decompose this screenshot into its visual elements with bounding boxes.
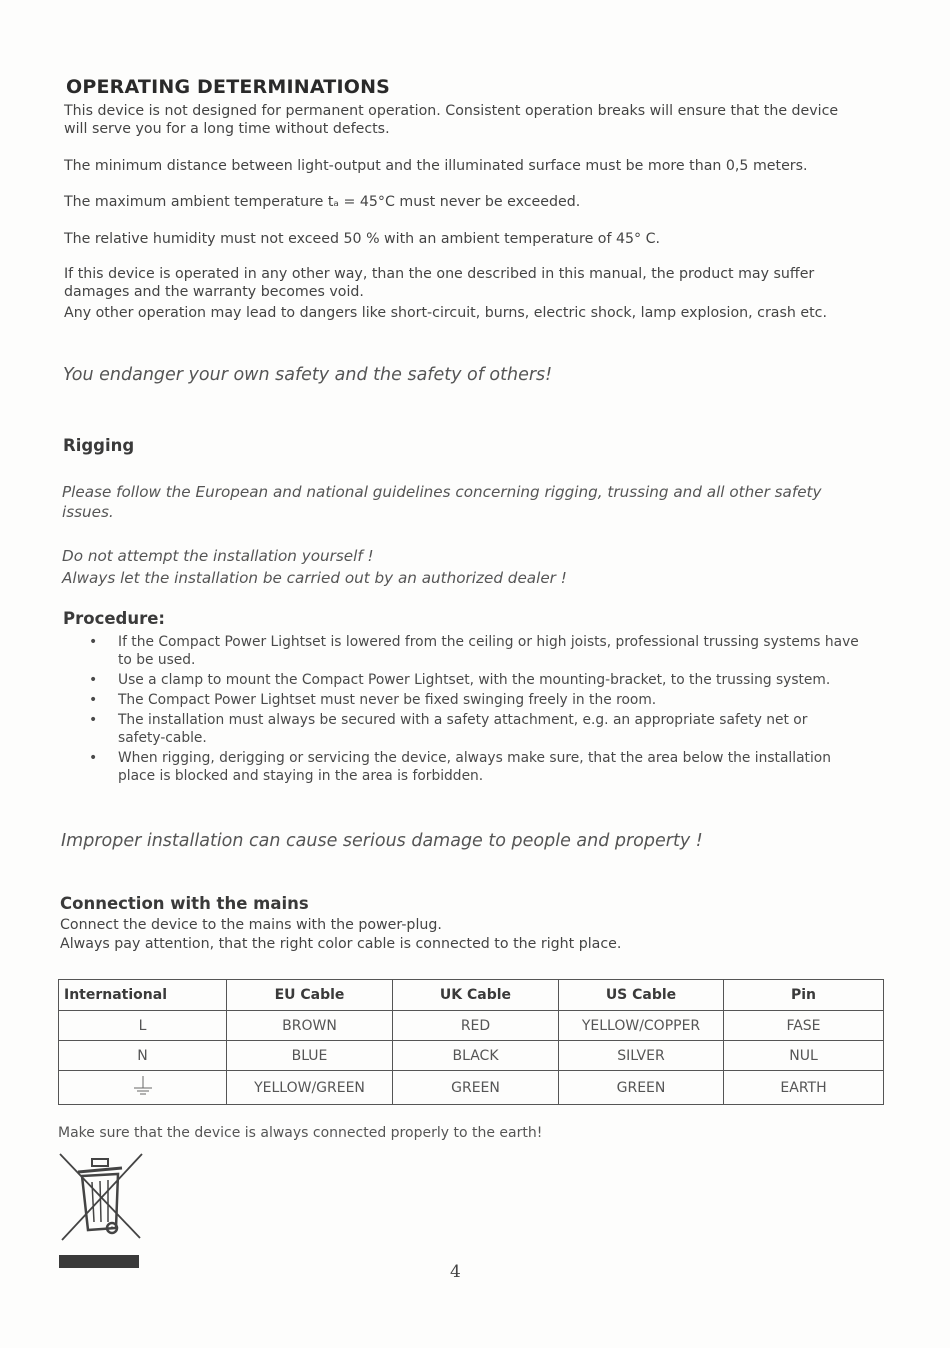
list-item <box>89 691 859 709</box>
list-item-text: If the Compact Power Lightset is lowered from the ceiling or high joists, professional trussing systems have to be used. <box>118 634 859 668</box>
column-header-international: International <box>59 980 227 1011</box>
table-cell: EARTH <box>724 1071 884 1105</box>
table-cell: N <box>59 1041 227 1071</box>
column-header-us-cable: US Cable <box>559 980 724 1011</box>
operating-heading: OPERATING DETERMINATIONS <box>66 76 391 98</box>
table-cell: RED <box>393 1011 559 1041</box>
rigging-heading: Rigging <box>63 436 135 455</box>
earth-note: Make sure that the device is always connected properly to the earth! <box>58 1125 543 1141</box>
procedure-warning: Improper installation can cause serious damage to people and property ! <box>61 831 703 851</box>
table-header-row <box>59 980 884 1011</box>
rigging-paragraph-2b: Always let the installation be carried out by an authorized dealer ! <box>62 569 567 587</box>
table-cell: SILVER <box>559 1041 724 1071</box>
table-row <box>59 1071 884 1105</box>
table-row <box>59 1041 884 1071</box>
table-cell: GREEN <box>393 1071 559 1105</box>
operating-paragraph-2: The minimum distance between light-output and the illuminated surface must be more than 0,5 meters. <box>64 158 808 174</box>
crossed-out-wheelie-bin-icon <box>56 1150 146 1246</box>
mains-cable-table <box>58 979 884 1105</box>
procedure-heading: Procedure: <box>63 609 166 628</box>
mains-heading: Connection with the mains <box>60 894 309 913</box>
procedure-list <box>89 633 859 787</box>
operating-paragraph-3: The maximum ambient temperature tₐ = 45°C must never be exceeded. <box>64 194 581 210</box>
earth-ground-icon <box>131 1075 155 1097</box>
table-cell: FASE <box>724 1011 884 1041</box>
operating-paragraph-4: The relative humidity must not exceed 50 % with an ambient temperature of 45° C. <box>64 231 661 247</box>
list-item <box>89 749 859 785</box>
mains-paragraph-2: Always pay attention, that the right color cable is connected to the right place. <box>60 936 622 952</box>
table-cell: BLACK <box>393 1041 559 1071</box>
table-cell: L <box>59 1011 227 1041</box>
list-item <box>89 633 859 669</box>
table-cell <box>59 1071 227 1105</box>
table-cell: BROWN <box>227 1011 393 1041</box>
mains-paragraph-1: Connect the device to the mains with the power-plug. <box>60 917 442 933</box>
table-cell: BLUE <box>227 1041 393 1071</box>
operating-paragraph-5b: Any other operation may lead to dangers like short-circuit, burns, electric shock, lamp explosion, crash etc. <box>64 305 827 321</box>
list-item-text: Use a clamp to mount the Compact Power Lightset, with the mounting-bracket, to the trussing system. <box>118 672 831 688</box>
bullet: • <box>89 634 98 650</box>
list-item-text: The Compact Power Lightset must never be fixed swinging freely in the room. <box>118 692 657 708</box>
list-item-text: When rigging, derigging or servicing the device, always make sure, that the area below the installation place is blocked and staying in the area is forbidden. <box>118 750 831 784</box>
table-cell: NUL <box>724 1041 884 1071</box>
operating-paragraph-5a: If this device is operated in any other way, than the one described in this manual, the product may suffer damages and the warranty becomes void. <box>64 266 815 300</box>
operating-warning: You endanger your own safety and the safety of others! <box>63 365 553 385</box>
bullet: • <box>89 672 98 688</box>
table-cell: YELLOW/COPPER <box>559 1011 724 1041</box>
list-item <box>89 671 859 689</box>
table-cell: GREEN <box>559 1071 724 1105</box>
bullet: • <box>89 750 98 766</box>
table-row <box>59 1011 884 1041</box>
list-item-text: The installation must always be secured with a safety attachment, e.g. an appropriate safety net or safety-cable. <box>118 712 808 746</box>
operating-paragraph-1: This device is not designed for permanent operation. Consistent operation breaks will ensure that the device will serve you for a long time without defects. <box>64 103 839 137</box>
rigging-paragraph-2a: Do not attempt the installation yourself ! <box>62 547 374 565</box>
rigging-paragraph-1: Please follow the European and national guidelines concerning rigging, trussing and all other safety issues. <box>62 483 822 521</box>
weee-bar <box>59 1255 139 1268</box>
column-header-uk-cable: UK Cable <box>393 980 559 1011</box>
column-header-pin: Pin <box>724 980 884 1011</box>
bullet: • <box>89 692 98 708</box>
page-number: 4 <box>450 1262 461 1282</box>
column-header-eu-cable: EU Cable <box>227 980 393 1011</box>
list-item <box>89 711 859 747</box>
table-cell: YELLOW/GREEN <box>227 1071 393 1105</box>
bullet: • <box>89 712 98 728</box>
